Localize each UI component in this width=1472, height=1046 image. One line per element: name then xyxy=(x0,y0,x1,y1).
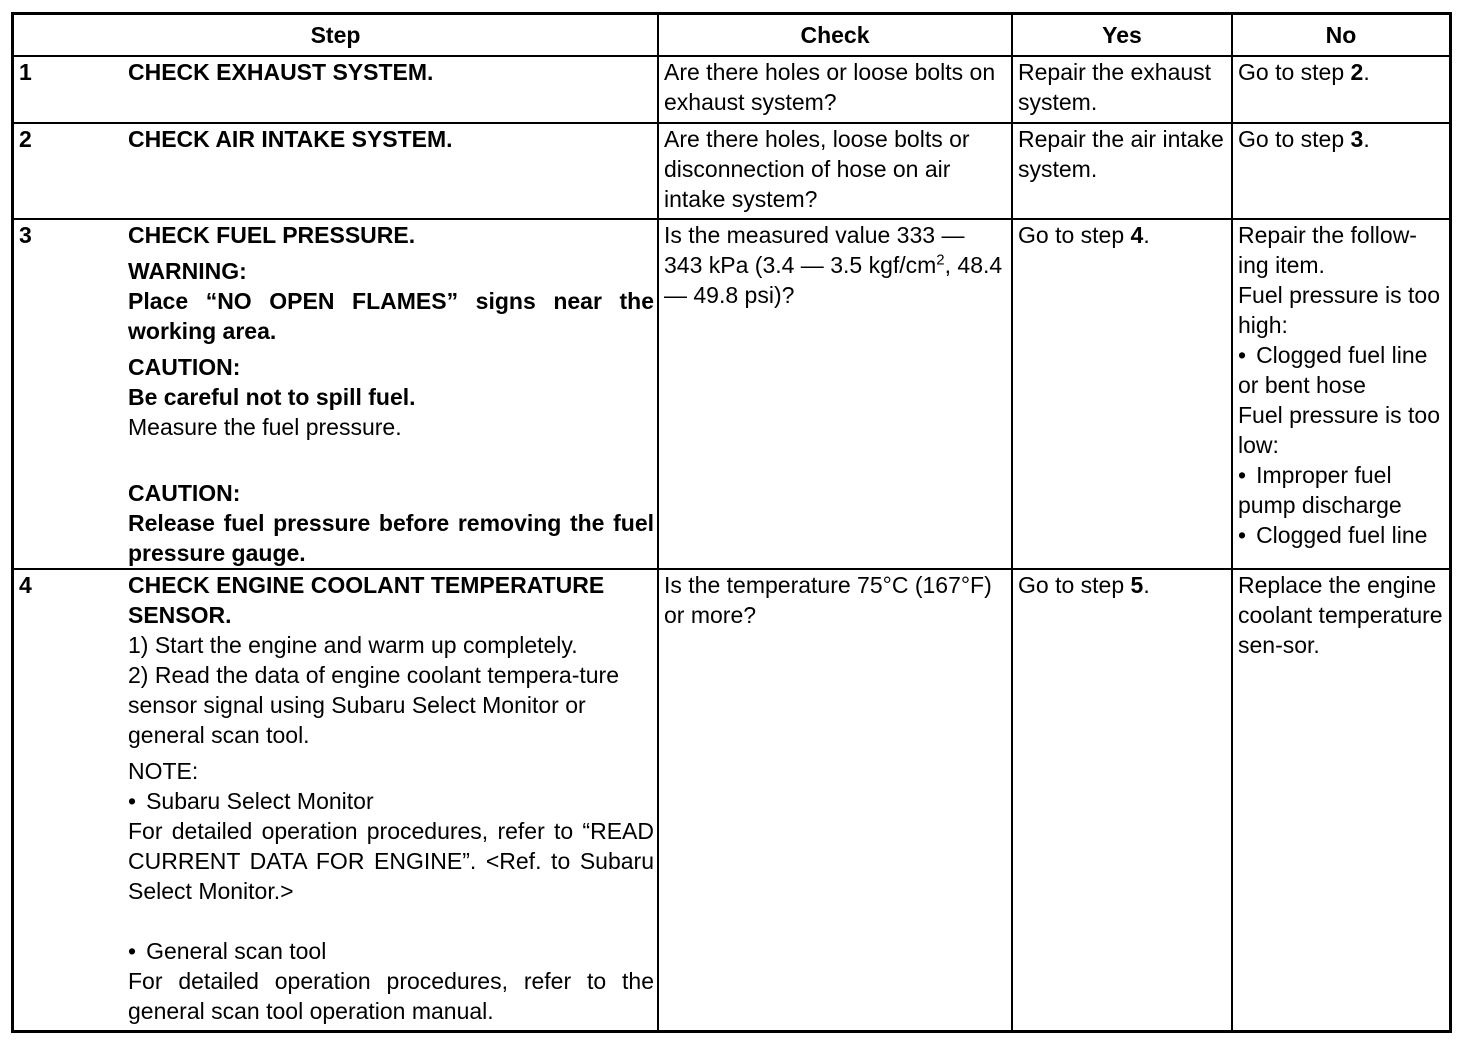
caution-label: CAUTION: xyxy=(128,354,241,380)
bullet-item: • Subaru Select Monitor xyxy=(128,786,654,816)
check-cell: Is the temperature 75°C (167°F) or more? xyxy=(658,569,1012,1030)
step-cell xyxy=(14,569,658,1030)
step-title: CHECK FUEL PRESSURE. xyxy=(128,222,416,248)
no-cell xyxy=(1232,219,1449,569)
note-label: NOTE: xyxy=(128,758,199,784)
diagnostic-procedure-table xyxy=(11,12,1452,1033)
warning-text: Place “NO OPEN FLAMES” signs near the working area. xyxy=(128,288,654,344)
bullet-item: • Clogged fuel line xyxy=(1238,520,1444,550)
step-number: 1 xyxy=(19,59,32,85)
table-row xyxy=(14,123,1449,219)
check-text-cont: , 48.4 — 49.8 psi)? xyxy=(664,252,1003,308)
table-row xyxy=(14,56,1449,123)
yes-suffix: . xyxy=(1143,572,1150,598)
yes-step-ref: 5 xyxy=(1130,572,1144,598)
step-number: 4 xyxy=(19,572,32,598)
substep: 1) Start the engine and warm up completely. xyxy=(128,632,578,658)
yes-suffix: . xyxy=(1143,222,1150,248)
no-step-ref: 3 xyxy=(1350,126,1364,152)
caution-text: Release fuel pressure before removing the fuel pressure gauge. xyxy=(128,510,654,566)
step-number: 2 xyxy=(19,126,32,152)
note-text: For detailed operation procedures, refer to “READ CURRENT DATA FOR ENGINE”. <Ref. to Subaru Select Monitor.> xyxy=(128,818,654,904)
superscript: 2 xyxy=(936,251,945,269)
bullet-item: • Clogged fuel line or bent hose xyxy=(1238,340,1444,400)
no-step-ref: 2 xyxy=(1350,59,1364,85)
check-cell: Are there holes or loose bolts on exhaust system? xyxy=(658,56,1012,123)
yes-cell: Repair the air intake system. xyxy=(1012,123,1232,219)
no-text: Go to step xyxy=(1238,59,1351,85)
step-number: 3 xyxy=(19,222,32,248)
header-check: Check xyxy=(658,15,1012,56)
check-cell: Are there holes, loose bolts or disconnection of hose on air intake system? xyxy=(658,123,1012,219)
check-cell xyxy=(658,219,1012,569)
header-yes: Yes xyxy=(1012,15,1232,56)
header-no: No xyxy=(1232,15,1449,56)
instruction-text: Measure the fuel pressure. xyxy=(128,414,402,440)
bullet-item: • Improper fuel pump discharge xyxy=(1238,460,1444,520)
no-suffix: . xyxy=(1363,59,1370,85)
no-intro: Repair the follow-ing item. xyxy=(1238,222,1417,278)
step-title: CHECK ENGINE COOLANT TEMPERATURE SENSOR. xyxy=(128,572,605,628)
no-suffix: . xyxy=(1363,126,1370,152)
no-condition-high: Fuel pressure is too high: xyxy=(1238,282,1440,338)
header-row xyxy=(14,15,1449,56)
check-text: Is the measured value 333 — 343 kPa (3.4 — 3.5 kgf/cm xyxy=(664,222,965,278)
step-cell xyxy=(14,219,658,569)
caution-text: Be careful not to spill fuel. xyxy=(128,384,416,410)
diagnostic-table xyxy=(14,15,1449,1030)
no-cell xyxy=(1232,123,1449,219)
yes-step-ref: 4 xyxy=(1130,222,1144,248)
yes-text: Go to step xyxy=(1018,572,1131,598)
substep: 2) Read the data of engine coolant tempera-ture sensor signal using Subaru Select Monitor or general scan tool. xyxy=(128,662,619,748)
yes-cell xyxy=(1012,569,1232,1030)
yes-text: Go to step xyxy=(1018,222,1131,248)
no-condition-low: Fuel pressure is too low: xyxy=(1238,402,1440,458)
step-cell xyxy=(14,123,658,219)
step-cell xyxy=(14,56,658,123)
yes-cell: Repair the exhaust system. xyxy=(1012,56,1232,123)
step-title: CHECK AIR INTAKE SYSTEM. xyxy=(128,126,453,152)
caution-label: CAUTION: xyxy=(128,480,241,506)
header-step: Step xyxy=(14,15,658,56)
warning-label: WARNING: xyxy=(128,258,247,284)
bullet-item: • General scan tool xyxy=(128,936,654,966)
yes-cell xyxy=(1012,219,1232,569)
note-text: For detailed operation procedures, refer to the general scan tool operation manual. xyxy=(128,968,654,1024)
step-title: CHECK EXHAUST SYSTEM. xyxy=(128,59,434,85)
table-row xyxy=(14,219,1449,569)
table-row xyxy=(14,569,1449,1030)
no-text: Go to step xyxy=(1238,126,1351,152)
no-cell: Replace the engine coolant temperature sen-sor. xyxy=(1232,569,1449,1030)
no-cell xyxy=(1232,56,1449,123)
